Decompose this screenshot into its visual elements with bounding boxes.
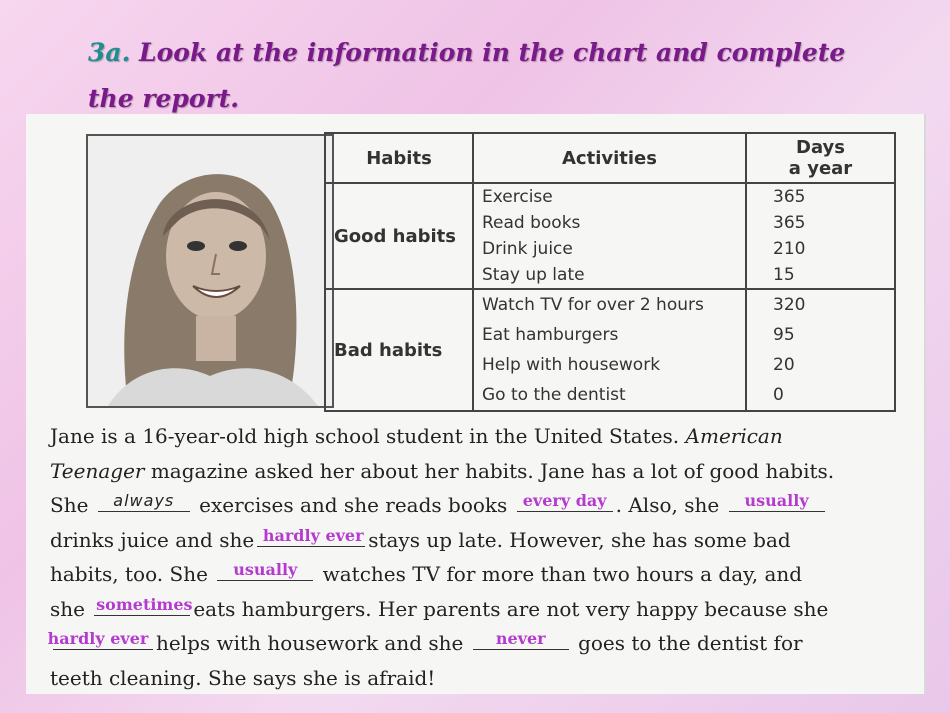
blank-3[interactable] <box>729 489 825 512</box>
report-line: Teenager magazine asked her about her habits. Jane has a lot of good habits. <box>50 458 835 483</box>
report-line: she sometimes eats hamburgers. Her parents are not very happy because she <box>50 594 829 621</box>
days-value: 15 <box>773 265 795 285</box>
activity: Eat hamburgers <box>482 325 619 345</box>
days-value: 20 <box>773 355 795 375</box>
header-days: Days a year <box>746 133 895 183</box>
report-line: habits, too. She usually watches TV for more than two hours a day, and <box>50 560 803 586</box>
header-habits: Habits <box>325 133 473 183</box>
good-habits-label: Good habits <box>325 183 473 289</box>
answer-4: hardly ever <box>262 525 364 545</box>
answer-2: every day <box>522 491 607 510</box>
blank-8[interactable] <box>473 627 569 650</box>
blank-2[interactable] <box>517 489 613 512</box>
days-value: 365 <box>773 187 806 207</box>
good-habits-days <box>746 183 895 289</box>
student-photo <box>86 134 334 408</box>
activity: Drink juice <box>482 239 573 259</box>
report-line: teeth cleaning. She says she is afraid! <box>50 665 436 690</box>
answer-5: usually <box>233 560 298 579</box>
report-line: Jane is a 16-year-old high school student in the United States. American <box>50 424 783 448</box>
activity: Watch TV for over 2 hours <box>482 295 704 315</box>
blank-6[interactable] <box>94 593 193 616</box>
activity: Stay up late <box>482 265 585 285</box>
textbook-panel <box>26 114 926 694</box>
table-row-good <box>325 183 895 289</box>
report-line: She always exercises and she reads books every day . Also, she usually <box>50 488 900 523</box>
header-activities: Activities <box>473 133 746 183</box>
table-row-bad <box>325 289 895 411</box>
activity: Help with housework <box>482 355 661 375</box>
answer-8: never <box>495 629 546 648</box>
table-header-row <box>325 133 895 183</box>
days-value: 210 <box>773 239 806 259</box>
report-line: drinks juice and she hardly ever stays up late. However, she has some bad <box>50 525 791 552</box>
blank-5[interactable] <box>217 558 313 581</box>
activity: Read books <box>482 213 581 233</box>
exercise-instruction: Look at the information in the chart and complete the report. <box>88 38 846 113</box>
days-value: 95 <box>773 325 795 345</box>
blank-1[interactable] <box>98 489 190 512</box>
bad-habits-activities <box>473 289 746 411</box>
exercise-title <box>88 30 888 122</box>
days-value: 0 <box>773 385 784 405</box>
blank-4[interactable] <box>257 524 365 547</box>
report-line: hardly ever helps with housework and she never goes to the dentist for <box>50 626 900 661</box>
bad-habits-days <box>746 289 895 411</box>
habits-table <box>324 132 896 412</box>
activity: Exercise <box>482 187 553 207</box>
days-value: 320 <box>773 295 806 315</box>
days-value: 365 <box>773 213 806 233</box>
answer-1: always <box>113 491 175 510</box>
report-text <box>47 419 900 695</box>
activity: Go to the dentist <box>482 385 626 405</box>
good-habits-activities <box>473 183 746 289</box>
answer-3: usually <box>744 491 809 510</box>
blank-7[interactable] <box>47 627 153 650</box>
exercise-number: 3a. <box>88 38 131 67</box>
answer-7: hardly ever <box>47 629 149 648</box>
answer-6: sometimes <box>96 594 193 614</box>
bad-habits-label: Bad habits <box>325 289 473 411</box>
